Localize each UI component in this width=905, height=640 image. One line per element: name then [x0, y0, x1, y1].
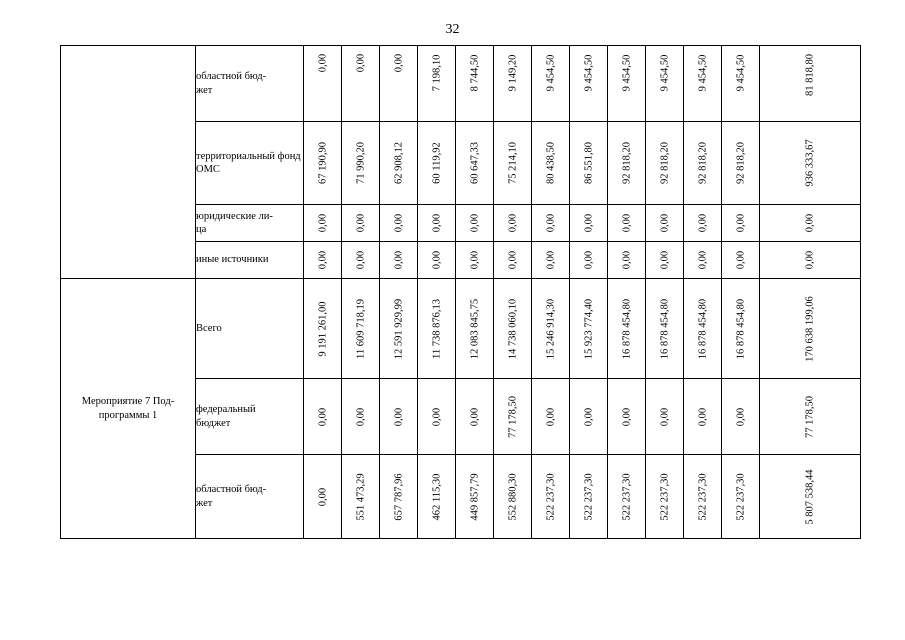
value-cell-text: 0,00 [582, 213, 594, 233]
value-cell [456, 279, 494, 379]
value-cell [608, 205, 646, 242]
value-cell [570, 46, 608, 122]
budget-table [60, 45, 861, 539]
value-cell-text: 462 115,30 [430, 473, 442, 520]
value-cell [532, 242, 570, 279]
value-cell-text: 551 473,29 [354, 472, 366, 521]
funding-source-cell: иные источники [196, 242, 304, 279]
value-cell [722, 122, 760, 205]
funding-source-cell: юридические ли- ца [196, 205, 304, 242]
value-cell [722, 279, 760, 379]
value-cell [684, 379, 722, 455]
value-cell [304, 205, 342, 242]
value-cell [380, 46, 418, 122]
value-cell-text: 0,00 [696, 407, 708, 426]
funding-source-cell: федеральный бюджет [196, 379, 304, 455]
value-cell [532, 279, 570, 379]
value-cell [494, 46, 532, 122]
value-cell [532, 122, 570, 205]
value-cell [646, 379, 684, 455]
value-cell [304, 279, 342, 379]
total-cell-text: 0,00 [804, 213, 816, 233]
value-cell-text: 0,00 [620, 250, 632, 270]
value-cell [342, 122, 380, 205]
value-cell-text: 0,00 [392, 53, 404, 73]
value-cell [684, 242, 722, 279]
value-cell-text: 67 190,90 [316, 142, 328, 184]
value-cell [304, 242, 342, 279]
value-cell [380, 455, 418, 539]
value-cell-text: 15 246 914,30 [544, 298, 556, 359]
value-cell [418, 455, 456, 539]
value-cell-text: 0,00 [658, 213, 670, 233]
total-cell-text: 936 333,67 [804, 139, 816, 187]
value-cell [456, 242, 494, 279]
value-cell [342, 379, 380, 455]
value-cell-text: 0,00 [734, 407, 746, 426]
value-cell-text: 0,00 [316, 213, 328, 233]
value-cell [494, 205, 532, 242]
value-cell-text: 0,00 [468, 250, 480, 270]
funding-source-cell: Всего [196, 279, 304, 379]
value-cell-text: 16 878 454,80 [620, 298, 632, 359]
value-cell [342, 205, 380, 242]
funding-source-cell: территориальный фонд ОМС [196, 122, 304, 205]
value-cell-text: 522 237,30 [544, 472, 556, 521]
value-cell-text: 9 454,50 [544, 54, 556, 91]
value-cell [304, 46, 342, 122]
value-cell-text: 15 923 774,40 [582, 298, 594, 359]
total-cell-text: 77 178,50 [804, 395, 816, 438]
value-cell [608, 279, 646, 379]
table-body [61, 46, 861, 539]
funding-source-cell: областной бюд- жет [196, 46, 304, 122]
value-cell [456, 205, 494, 242]
value-cell-text: 522 237,30 [582, 472, 594, 521]
value-cell-text: 0,00 [392, 407, 404, 426]
value-cell [380, 379, 418, 455]
value-cell-text: 8 744,50 [468, 54, 480, 91]
value-cell [684, 279, 722, 379]
funding-source-cell: областной бюд- жет [196, 455, 304, 539]
value-cell [608, 455, 646, 539]
value-cell-text: 60 119,92 [430, 142, 442, 184]
value-cell-text: 0,00 [734, 213, 746, 233]
value-cell [646, 122, 684, 205]
value-cell [532, 46, 570, 122]
value-cell [722, 46, 760, 122]
value-cell [608, 242, 646, 279]
value-cell [380, 205, 418, 242]
total-cell-text: 81 818,80 [804, 54, 816, 96]
value-cell [684, 122, 722, 205]
value-cell-text: 522 237,30 [696, 472, 708, 521]
value-cell-text: 62 908,12 [392, 142, 404, 184]
value-cell-text: 522 237,30 [658, 472, 670, 521]
value-cell-text: 0,00 [544, 407, 556, 426]
value-cell-text: 0,00 [354, 53, 366, 73]
total-cell [760, 379, 861, 455]
value-cell-text: 71 990,20 [354, 142, 366, 184]
value-cell-text: 657 787,96 [392, 472, 404, 521]
total-cell-text: 5 807 538,44 [804, 468, 816, 525]
value-cell [494, 122, 532, 205]
value-cell [532, 205, 570, 242]
value-cell [494, 279, 532, 379]
value-cell-text: 522 237,30 [734, 472, 746, 521]
value-cell-text: 60 647,33 [468, 142, 480, 184]
value-cell [304, 455, 342, 539]
value-cell-text: 11 738 876,13 [430, 298, 442, 359]
value-cell [380, 242, 418, 279]
value-cell [646, 205, 684, 242]
page-number: 32 [445, 22, 460, 37]
value-cell [418, 379, 456, 455]
value-cell [684, 205, 722, 242]
value-cell-text: 9 454,50 [696, 54, 708, 91]
value-cell [608, 46, 646, 122]
value-cell [570, 455, 608, 539]
value-cell [304, 122, 342, 205]
value-cell [342, 455, 380, 539]
value-cell [456, 455, 494, 539]
value-cell [532, 379, 570, 455]
value-cell-text: 0,00 [506, 213, 518, 233]
value-cell-text: 14 738 060,10 [506, 298, 518, 359]
value-cell-text: 0,00 [316, 487, 328, 506]
value-cell-text: 0,00 [506, 250, 518, 270]
value-cell [722, 205, 760, 242]
value-cell [418, 242, 456, 279]
value-cell-text: 0,00 [696, 213, 708, 233]
total-cell [760, 205, 861, 242]
total-cell-text: 170 638 199,06 [804, 295, 816, 362]
table-row [61, 279, 861, 379]
value-cell-text: 0,00 [392, 213, 404, 233]
value-cell [456, 46, 494, 122]
value-cell-text: 0,00 [316, 53, 328, 73]
activity-cell: Мероприятие 7 Под- программы 1 [61, 279, 196, 539]
total-cell [760, 122, 861, 205]
value-cell-text: 0,00 [354, 250, 366, 270]
total-cell [760, 279, 861, 379]
value-cell-text: 0,00 [354, 213, 366, 233]
value-cell [608, 379, 646, 455]
value-cell [608, 122, 646, 205]
value-cell-text: 92 818,20 [696, 142, 708, 184]
value-cell [494, 242, 532, 279]
value-cell-text: 0,00 [544, 213, 556, 233]
value-cell-text: 0,00 [468, 213, 480, 233]
activity-cell [61, 46, 196, 279]
value-cell-text: 0,00 [354, 407, 366, 426]
total-cell [760, 455, 861, 539]
value-cell [722, 455, 760, 539]
table-row [61, 46, 861, 122]
total-cell [760, 46, 861, 122]
value-cell-text: 80 438,50 [544, 142, 556, 184]
value-cell-text: 9 454,50 [582, 54, 594, 91]
value-cell-text: 9 454,50 [658, 54, 670, 91]
value-cell-text: 16 878 454,80 [734, 298, 746, 359]
value-cell-text: 0,00 [734, 250, 746, 270]
value-cell [570, 379, 608, 455]
value-cell-text: 0,00 [316, 250, 328, 270]
value-cell [342, 242, 380, 279]
value-cell [570, 242, 608, 279]
value-cell-text: 449 857,79 [468, 472, 480, 521]
value-cell-text: 16 878 454,80 [658, 298, 670, 359]
value-cell-text: 75 214,10 [506, 142, 518, 184]
value-cell-text: 0,00 [620, 407, 632, 426]
value-cell [684, 46, 722, 122]
value-cell [646, 279, 684, 379]
value-cell-text: 0,00 [430, 250, 442, 270]
value-cell [532, 455, 570, 539]
value-cell-text: 0,00 [468, 407, 480, 426]
value-cell-text: 0,00 [392, 250, 404, 270]
value-cell [722, 242, 760, 279]
value-cell-text: 0,00 [620, 213, 632, 233]
value-cell-text: 12 083 845,75 [468, 298, 480, 359]
value-cell [380, 279, 418, 379]
value-cell-text: 0,00 [658, 250, 670, 270]
value-cell [456, 379, 494, 455]
value-cell-text: 0,00 [544, 250, 556, 270]
value-cell-text: 522 237,30 [620, 472, 632, 521]
value-cell-text: 9 454,50 [620, 54, 632, 91]
value-cell-text: 0,00 [582, 407, 594, 426]
value-cell [684, 455, 722, 539]
value-cell [418, 46, 456, 122]
value-cell-text: 0,00 [316, 407, 328, 426]
value-cell [418, 122, 456, 205]
value-cell-text: 7 198,10 [430, 54, 442, 91]
value-cell [570, 122, 608, 205]
value-cell [304, 379, 342, 455]
total-cell [760, 242, 861, 279]
value-cell [494, 455, 532, 539]
value-cell [722, 379, 760, 455]
value-cell [646, 242, 684, 279]
value-cell-text: 0,00 [582, 250, 594, 270]
value-cell-text: 16 878 454,80 [696, 298, 708, 359]
value-cell [570, 279, 608, 379]
value-cell-text: 12 591 929,99 [392, 298, 404, 359]
value-cell-text: 552 880,30 [506, 472, 518, 521]
value-cell [494, 379, 532, 455]
value-cell [456, 122, 494, 205]
value-cell [418, 279, 456, 379]
value-cell [342, 46, 380, 122]
value-cell-text: 9 149,20 [506, 54, 518, 91]
value-cell-text: 77 178,50 [506, 395, 518, 438]
value-cell [418, 205, 456, 242]
value-cell [342, 279, 380, 379]
value-cell-text: 0,00 [658, 407, 670, 426]
value-cell [646, 46, 684, 122]
value-cell-text: 9 191 261,00 [316, 300, 328, 357]
total-cell-text: 0,00 [804, 250, 816, 270]
value-cell-text: 92 818,20 [620, 142, 632, 184]
value-cell [646, 455, 684, 539]
value-cell [380, 122, 418, 205]
value-cell-text: 0,00 [430, 213, 442, 233]
value-cell [570, 205, 608, 242]
value-cell-text: 92 818,20 [734, 142, 746, 184]
value-cell-text: 92 818,20 [658, 142, 670, 184]
value-cell-text: 0,00 [430, 407, 442, 426]
value-cell-text: 0,00 [696, 250, 708, 270]
value-cell-text: 11 609 718,19 [354, 298, 366, 359]
value-cell-text: 9 454,50 [734, 54, 746, 91]
value-cell-text: 86 551,80 [582, 142, 594, 184]
